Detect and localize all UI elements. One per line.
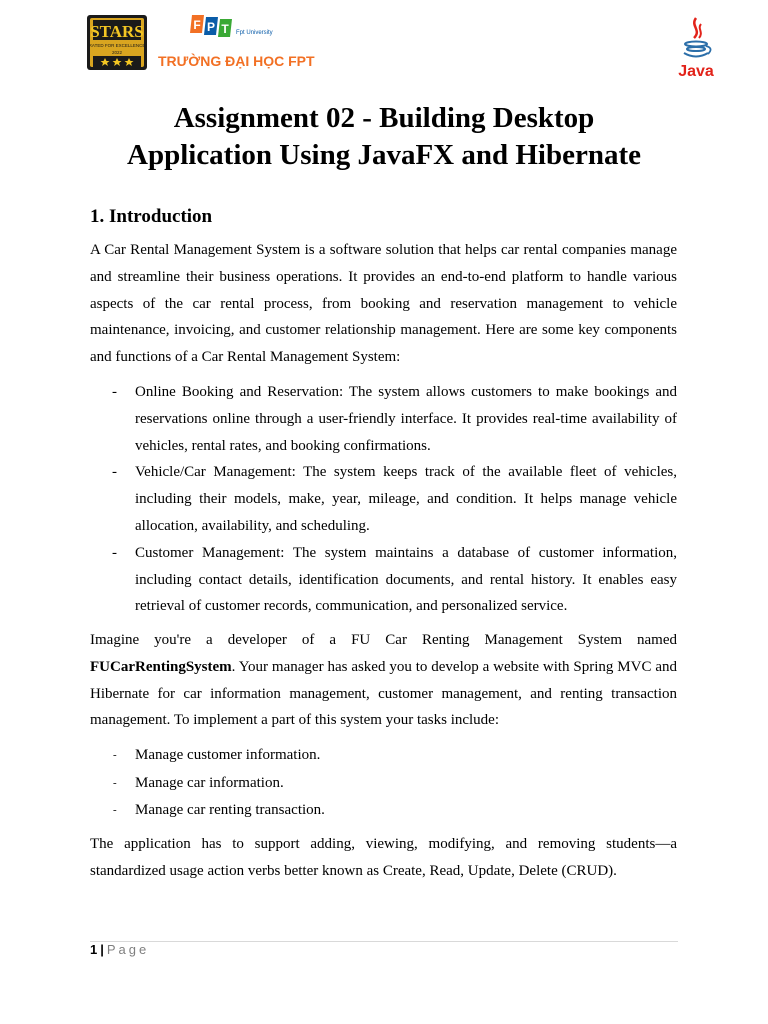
list-dash: - (112, 384, 117, 400)
list-dash: - (112, 544, 117, 561)
fpt-university-logo (158, 13, 315, 73)
svg-text:T: T (221, 22, 229, 36)
features-list (90, 379, 677, 620)
list-item (90, 770, 677, 798)
document-title (90, 100, 678, 174)
scenario-text-before: Imagine you're a developer of a FU Car Renting Management System named (90, 632, 677, 648)
footer-divider (90, 941, 678, 942)
list-item-text: Vehicle/Car Management: The system keeps track of the available fleet of vehicles, including their models, make, year, mileage, and condition. It helps manage vehicle allocation, availability, and scheduling. (135, 464, 677, 534)
list-item-text: Customer Management: The system maintains a database of customer information, including contact details, identification documents, and rental history. It enables easy retrieval of customer records, communication, and personalized service. (135, 544, 677, 615)
page-number: 1 (90, 942, 98, 957)
title-line-2: Application Using JavaFX and Hibernate (127, 139, 641, 171)
page-label: Page (106, 942, 150, 957)
svg-text:2022: 2022 (111, 50, 123, 55)
list-dash: - (113, 749, 117, 761)
footer-separator: | (100, 942, 104, 957)
scenario-text-after: . Your manager has asked you to develop a website with Spring MVC and Hibernate for car information management, customer management, and renting transaction management. To implement a part of this system your tasks include: (90, 658, 677, 729)
list-item (90, 459, 677, 539)
system-name: FUCarRentingSystem (90, 658, 232, 675)
list-item (90, 379, 677, 459)
svg-text:STARS: STARS (90, 22, 144, 41)
java-logo (676, 16, 716, 80)
svg-text:Java: Java (678, 63, 714, 80)
list-item (90, 540, 677, 620)
list-item (90, 742, 677, 770)
svg-text:F: F (193, 18, 201, 32)
scenario-paragraph (90, 627, 677, 734)
page-footer (90, 942, 149, 957)
svg-text:RATED FOR EXCELLENCE: RATED FOR EXCELLENCE (88, 43, 146, 48)
list-item-text: Manage car information. (135, 774, 284, 791)
list-item-text: Online Booking and Reservation: The system allows customers to make bookings and reservations online through a user-friendly interface. It provides real-time availability of vehicles, rental rates, and booking confirmations. (135, 384, 677, 454)
svg-text:Fpt University: Fpt University (236, 30, 273, 36)
section-heading-introduction: 1. Introduction (90, 206, 213, 227)
list-dash: - (113, 776, 117, 789)
intro-paragraph: A Car Rental Management System is a software solution that helps car rental companies manage and streamline their business operations. It provides an end-to-end platform to handle various aspects of the car rental process, from booking and reservation management to vehicle maintenance, invoicing, and customer relationship management. Here are some key components and functions of a Car Rental Management System: (90, 242, 677, 366)
crud-paragraph: The application has to support adding, viewing, modifying, and removing students—a standardized usage action verbs better known as Create, Read, Update, Delete (CRUD). (90, 836, 677, 879)
list-item-text: Manage customer information. (135, 747, 321, 763)
svg-text:P: P (206, 20, 216, 34)
svg-text:TRƯỜNG ĐẠI HỌC FPT: TRƯỜNG ĐẠI HỌC FPT (158, 53, 315, 69)
list-dash: - (112, 464, 117, 481)
list-dash: - (113, 804, 117, 816)
list-item (90, 797, 677, 825)
stars-rating-logo (87, 15, 147, 70)
tasks-list (90, 742, 677, 825)
list-item-text: Manage car renting transaction. (135, 802, 325, 818)
title-line-1: Assignment 02 - Building Desktop (173, 102, 595, 134)
